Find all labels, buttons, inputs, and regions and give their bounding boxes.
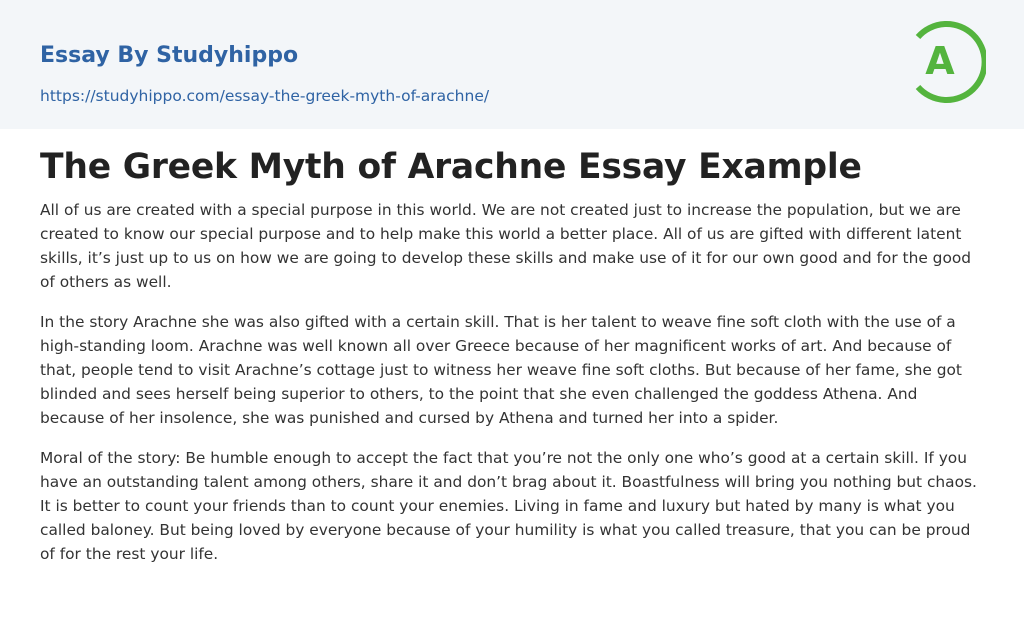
- article-paragraph: In the story Arachne she was also gifted with a certain skill. That is her talent to weave fine soft cloth with the use of a high-standing loom. Arachne was well known all over Greece because of her magnificent works of art. And because of that, people tend to visit Arachne’s cottage just to witness her weave fine soft cloths. But because of her fame, she got blinded and sees herself being superior to others, to the point that she even challenged the goddess Athena. And because of her insolence, she was punished and cursed by Athena and turned her into a spider.: [40, 313, 962, 427]
- site-brand[interactable]: Essay By Studyhippo: [40, 43, 299, 68]
- article-title: The Greek Myth of Arachne Essay Example: [40, 147, 862, 187]
- studyhippo-logo-icon[interactable]: [912, 18, 986, 106]
- article-paragraph: All of us are created with a special purpose in this world. We are not created just to increase the population, but we are created to know our special purpose and to help make this world a better place. All of us are gifted with different latent skills, it’s just up to us on how we are going to develop these skills and make use of it for our own good and for the good of others as well.: [40, 201, 972, 291]
- source-url-link[interactable]: https://studyhippo.com/essay-the-greek-myth-of-arachne/: [40, 87, 490, 105]
- article: [0, 129, 1024, 566]
- site-header: [0, 0, 1024, 129]
- logo-letter: A: [925, 39, 955, 83]
- article-paragraph: Moral of the story: Be humble enough to accept the fact that you’re not the only one who’s good at a certain skill. If you have an outstanding talent among others, share it and don’t brag about it. Boastfulness will bring you nothing but chaos. It is better to count your friends than to count your enemies. Living in fame and luxury but hated by many is what you called baloney. But being loved by everyone because of your humility is what you called treasure, that you can be proud of for the rest your life.: [40, 449, 977, 563]
